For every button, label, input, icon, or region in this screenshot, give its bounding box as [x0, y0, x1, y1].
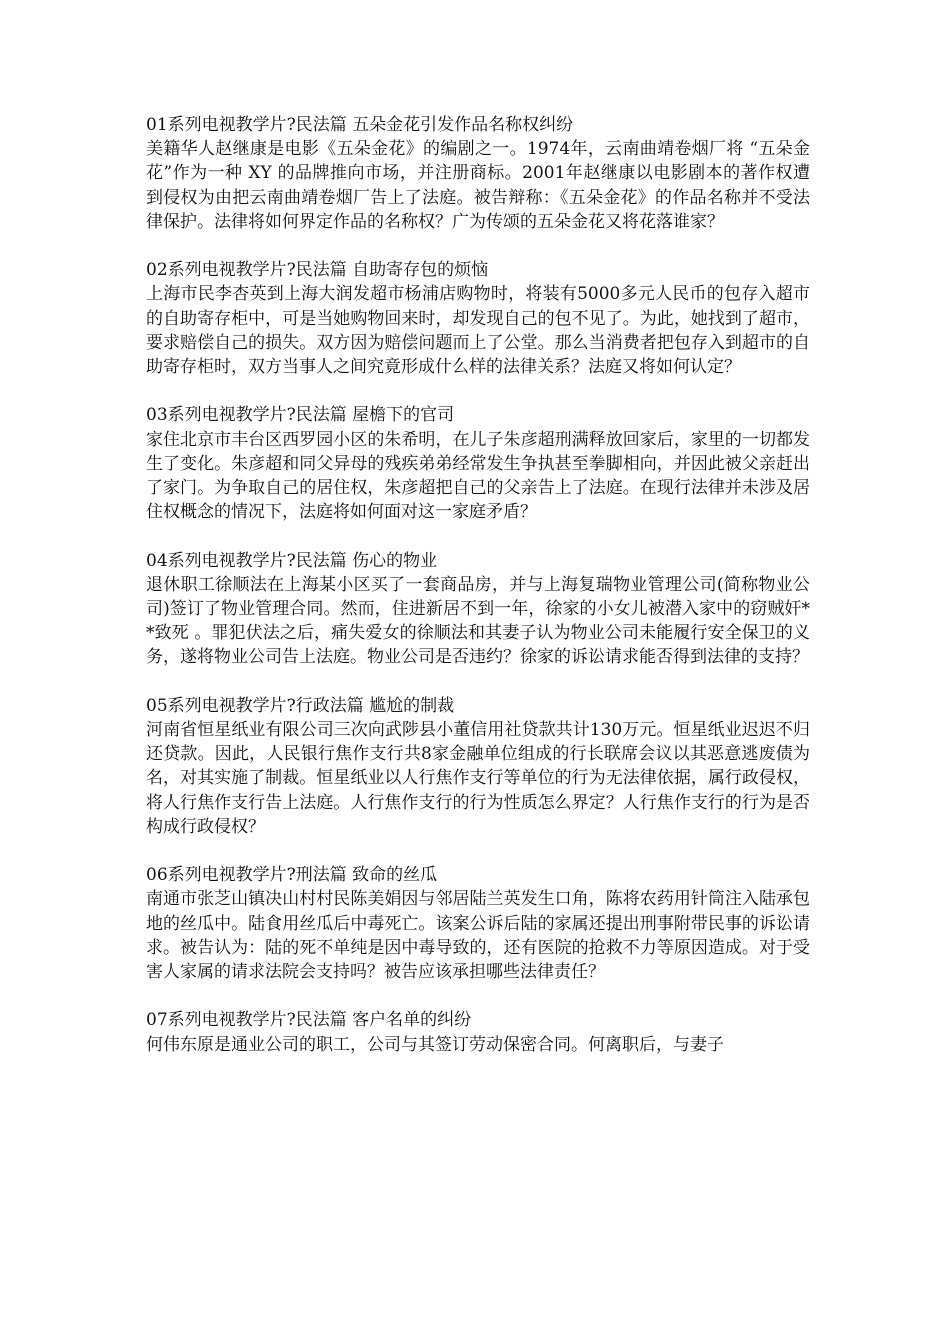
entry-06 [146, 863, 810, 984]
entry-body: 退休职工徐顺法在上海某小区买了一套商品房，并与上海复瑞物业管理公司(简称物业公司)签订了物业管理合同。然而，住进新居不到一年，徐家的小女儿被潜入家中的窃贼奸**致死 。罪犯伏法之后，痛失爱女的徐顺法和其妻子认为物业公司未能履行安全保卫的义务，遂将物业公司告上法庭。物业公司是否违约？徐家的诉讼请求能否得到法律的支持？ [146, 574, 810, 668]
entry-title: 01系列电视教学片?民法篇 五朵金花引发作品名称权纠纷 [146, 115, 574, 135]
entry-title: 04系列电视教学片?民法篇 伤心的物业 [146, 550, 438, 571]
entry-05 [146, 694, 810, 839]
document-page [146, 113, 810, 1081]
entry-01 [146, 113, 810, 234]
entry-title: 07系列电视教学片?民法篇 客户名单的纠纷 [146, 1010, 472, 1031]
entry-body: 何伟东原是通业公司的职工，公司与其签订劳动保密合同。何离职后，与妻子 [146, 1034, 724, 1055]
entry-body: 家住北京市丰台区西罗园小区的朱希明，在儿子朱彦超刑满释放回家后，家里的一切都发生了变化。朱彦超和同父异母的残疾弟弟经常发生争执甚至拳脚相向，并因此被父亲赶出了家门。为争取自己的居住权，朱彦超把自己的父亲告上了法庭。在现行法律并未涉及居住权概念的情况下，法庭将如何面对这一家庭矛盾？ [146, 429, 810, 523]
entry-title: 02系列电视教学片?民法篇 自助寄存包的烦恼 [146, 260, 489, 281]
entry-title: 03系列电视教学片?民法篇 屋檐下的官司 [146, 405, 455, 426]
entry-02 [146, 258, 810, 379]
entry-body: 南通市张芝山镇决山村村民陈美娟因与邻居陆兰英发生口角，陈将农药用针筒注入陆承包地的丝瓜中。陆食用丝瓜后中毒死亡。该案公诉后陆的家属还提出刑事附带民事的诉讼请求。被告认为：陆的死不单纯是因中毒导致的，还有医院的抢救不力等原因造成。对于受害人家属的请求法院会支持吗？被告应该承担哪些法律责任？ [146, 889, 810, 983]
entry-07 [146, 1008, 810, 1056]
entry-title: 06系列电视教学片?刑法篇 致命的丝瓜 [146, 865, 438, 886]
entry-title: 05系列电视教学片?行政法篇 尴尬的制裁 [146, 695, 455, 716]
entry-body: 上海市民李杏英到上海大润发超市杨浦店购物时，将装有5000多元人民币的包存入超市的自助寄存柜中，可是当她购物回来时，却发现自己的包不见了。为此，她找到了超市，要求赔偿自己的损失。双方因为赔偿问题而上了公堂。那么当消费者把包存入到超市的自助寄存柜时，双方当事人之间究竟形成什么样的法律关系？法庭又将如何认定？ [146, 284, 810, 378]
entry-body: 河南省恒星纸业有限公司三次向武陟县小董信用社贷款共计130万元。恒星纸业迟迟不归还贷款。因此，人民银行焦作支行共8家金融单位组成的行长联席会议以其恶意逃废债为名，对其实施了制裁。恒星纸业以人行焦作支行等单位的行为无法律依据，属行政侵权，将人行焦作支行告上法庭。人行焦作支行的行为性质怎么界定？人行焦作支行的行为是否构成行政侵权？ [146, 720, 810, 837]
entry-04 [146, 549, 810, 670]
entry-03 [146, 403, 810, 524]
entry-body: 美籍华人赵继康是电影《五朵金花》的编剧之一。1974年，云南曲靖卷烟厂将 “五朵金花”作为一种 XY 的品牌推向市场，并注册商标。2001年赵继康以电影剧本的著作权遭到侵权为由把云南曲靖卷烟厂告上了法庭。被告辩称：《五朵金花》的作品名称并不受法律保护。法律将如何界定作品的名称权？广为传颂的五朵金花又将花落谁家？ [146, 139, 810, 232]
